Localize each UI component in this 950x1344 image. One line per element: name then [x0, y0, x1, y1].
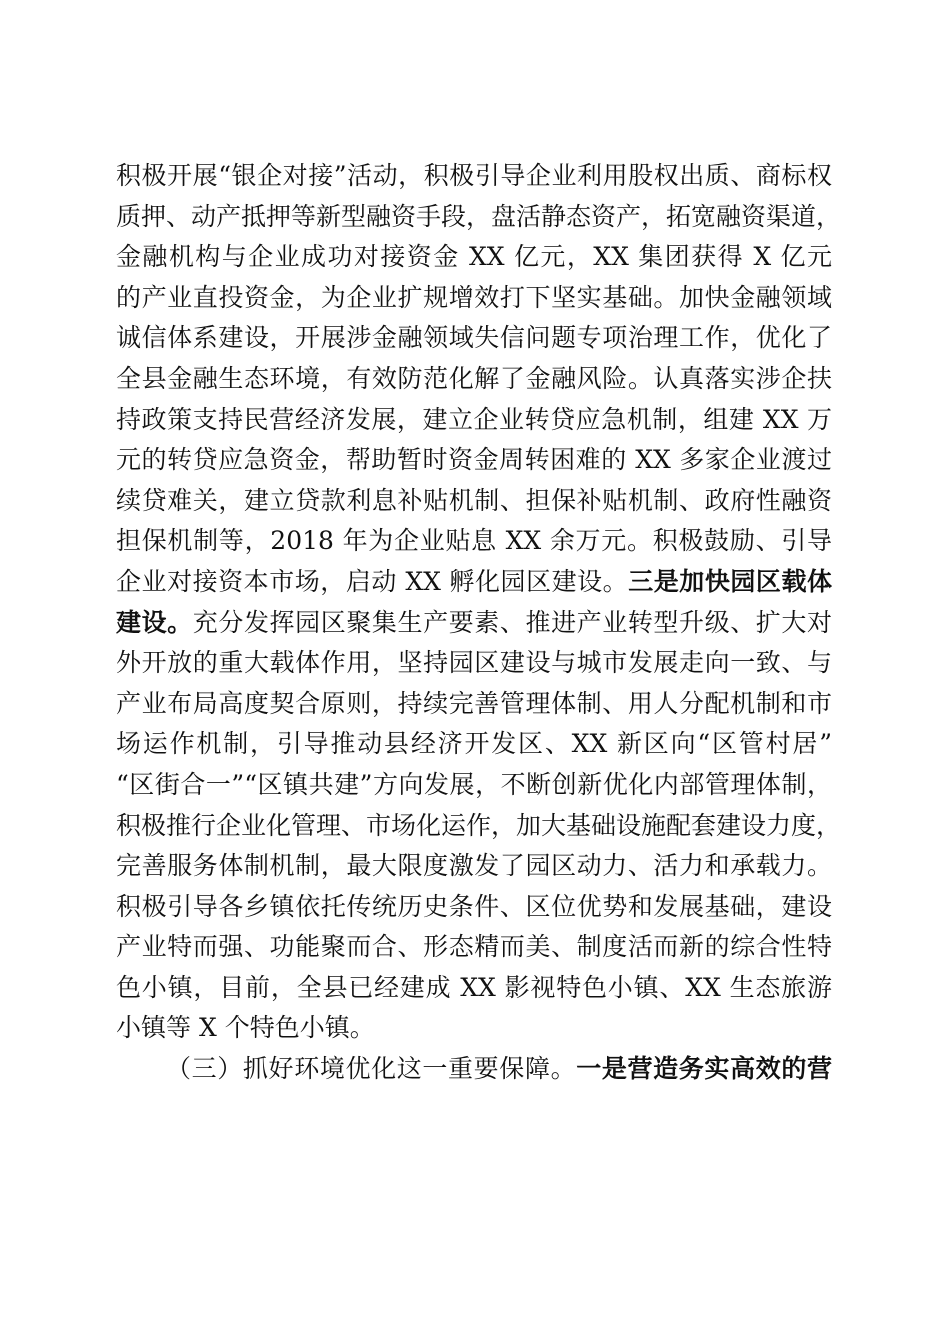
text-line: 产业特而强、功能聚而合、形态精而美、制度活而新的综合性特: [116, 932, 832, 962]
text-line: 色小镇，目前，全县已经建成 XX 影视特色小镇、XX 生态旅游: [116, 972, 832, 1002]
paragraph-end-line: 小镇等 X 个特色小镇。: [116, 1013, 375, 1043]
text-line: 金融机构与企业成功对接资金 XX 亿元，XX 集团获得 X 亿元: [116, 242, 832, 272]
text-line: 持政策支持民营经济发展，建立企业转贷应急机制，组建 XX 万: [116, 404, 832, 434]
text-line: 场运作机制，引导推动县经济开发区、XX 新区向“区管村居”: [116, 729, 832, 759]
text-run: 充分发挥园区聚集生产要素、推进产业转型升级、扩大对: [192, 607, 832, 637]
bold-heading-run: 一是营造务实高效的营: [576, 1054, 832, 1084]
text-line: 外开放的重大载体作用，坚持园区建设与城市发展走向一致、与: [116, 648, 832, 678]
text-line: 积极引导各乡镇依托传统历史条件、区位优势和发展基础，建设: [116, 891, 832, 921]
text-line: 积极推行企业化管理、市场化运作，加大基础设施配套建设力度，: [116, 810, 842, 840]
text-line: 元的转贷应急资金，帮助暂时资金周转困难的 XX 多家企业渡过: [116, 445, 832, 475]
text-line: 全县金融生态环境，有效防范化解了金融风险。认真落实涉企扶: [116, 363, 832, 393]
text-line: 产业布局高度契合原则，持续完善管理体制、用人分配机制和市: [116, 688, 832, 718]
text-run: 企业对接资本市场，启动 XX 孵化园区建设。: [116, 566, 629, 596]
text-line: 积极开展“银企对接”活动，积极引导企业利用股权出质、商标权: [116, 161, 832, 190]
section-heading-line: [116, 1049, 832, 1090]
text-line: [116, 562, 832, 603]
text-line: 完善服务体制机制，最大限度激发了园区动力、活力和承载力。: [116, 851, 832, 881]
text-line: 质押、动产抵押等新型融资手段，盘活静态资产，拓宽融资渠道，: [116, 201, 842, 231]
bold-heading-run: 三是加快园区载体: [628, 566, 832, 596]
section-heading-text: （三）抓好环境优化这一重要保障。: [166, 1054, 577, 1084]
text-line: “区街合一”“区镇共建”方向发展，不断创新优化内部管理体制，: [116, 769, 832, 799]
text-line: 担保机制等，2018 年为企业贴息 XX 余万元。积极鼓励、引导: [116, 526, 832, 556]
text-line: 的产业直投资金，为企业扩规增效打下坚实基础。加快金融领域: [116, 282, 832, 312]
text-line: 诚信体系建设，开展涉金融领域失信问题专项治理工作，优化了: [116, 323, 832, 353]
text-line: [116, 603, 832, 644]
bold-heading-run: 建设。: [116, 607, 193, 637]
text-line: 续贷难关，建立贷款利息补贴机制、担保补贴机制、政府性融资: [116, 485, 832, 515]
body-text: [116, 156, 842, 1090]
